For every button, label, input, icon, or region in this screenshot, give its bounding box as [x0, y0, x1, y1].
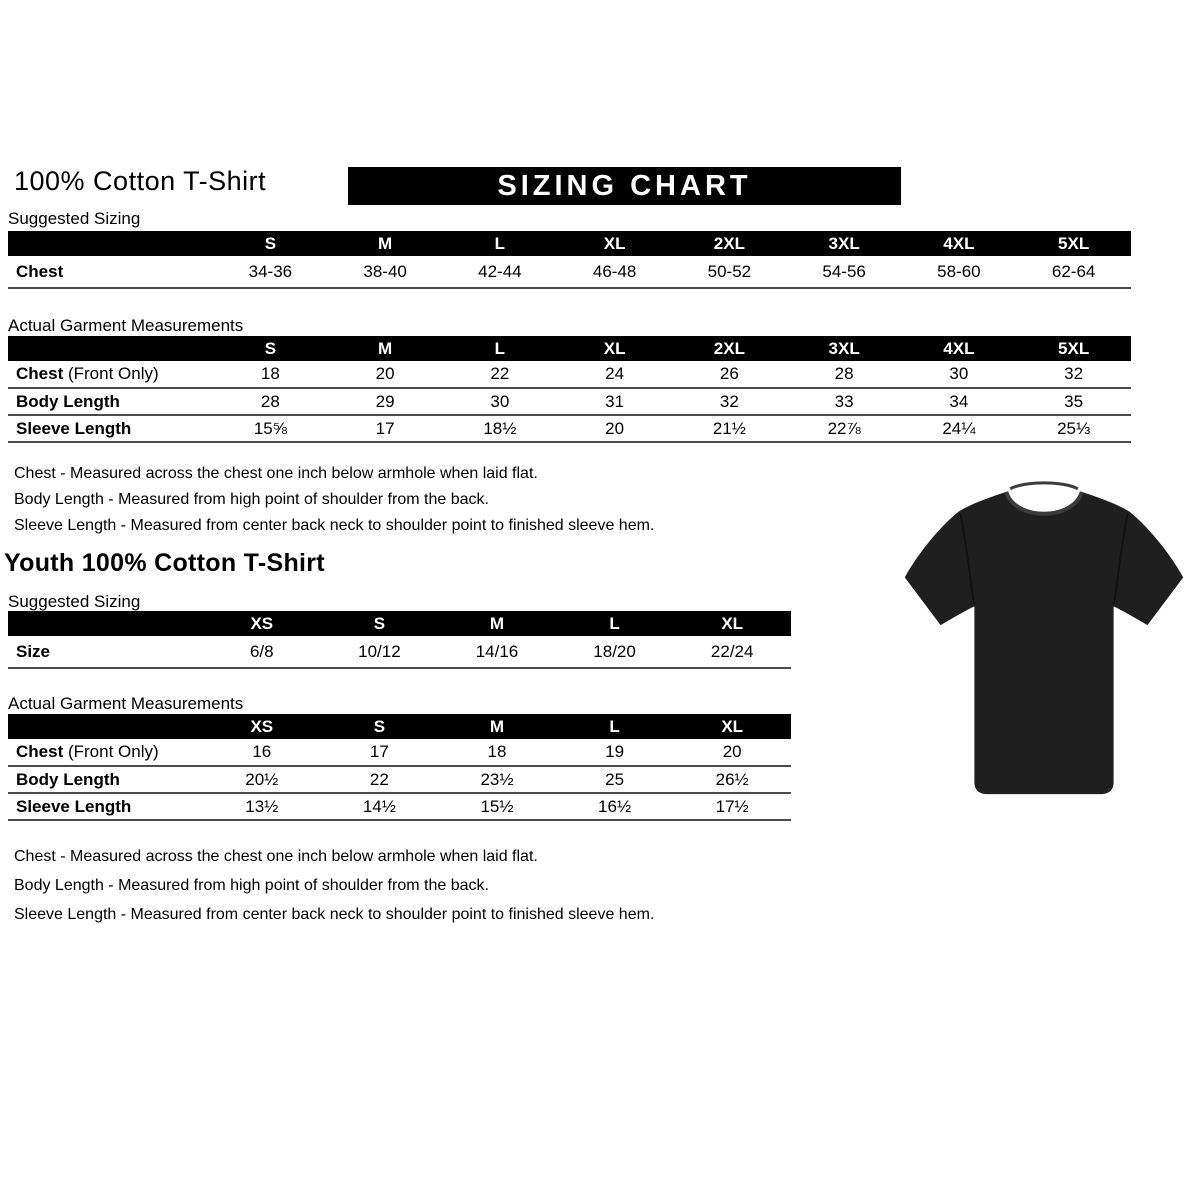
measurement-row	[8, 415, 1131, 442]
size-value-cell: 46-48	[557, 256, 672, 288]
size-column-header: S	[213, 336, 328, 361]
adult-suggested-sizing-label: Suggested Sizing	[8, 209, 141, 228]
chest-note: Chest - Measured across the chest one inch below armhole when laid flat.	[14, 465, 538, 482]
size-column-header: 2XL	[672, 336, 787, 361]
size-column-header: XS	[203, 714, 321, 739]
size-value-cell: 21½	[672, 415, 787, 442]
body-length-note: Body Length - Measured from high point of shoulder from the back.	[14, 877, 489, 894]
size-value-cell: 38-40	[328, 256, 443, 288]
size-value-cell: 30	[443, 388, 558, 415]
size-value-cell: 42-44	[443, 256, 558, 288]
size-value-cell: 20	[328, 361, 443, 388]
tshirt-body-shape	[905, 492, 1183, 794]
adult-actual-table	[8, 336, 1131, 443]
youth-measurement-notes	[14, 842, 654, 929]
size-value-cell: 22	[321, 766, 439, 793]
size-column-header: S	[321, 611, 439, 636]
size-column-header: S	[213, 231, 328, 256]
row-label-cell: Size	[8, 636, 203, 668]
size-value-cell: 19	[556, 739, 674, 766]
size-value-cell: 15⅝	[213, 415, 328, 442]
size-column-header: 2XL	[672, 231, 787, 256]
label-column-header	[8, 714, 203, 739]
size-value-cell: 25	[556, 766, 674, 793]
size-value-cell: 22	[443, 361, 558, 388]
size-header-row	[8, 611, 791, 636]
size-column-header: L	[443, 336, 558, 361]
size-value-cell: 33	[787, 388, 902, 415]
size-column-header: 4XL	[902, 336, 1017, 361]
row-label-cell: Sleeve Length	[8, 793, 203, 820]
row-label-cell: Body Length	[8, 766, 203, 793]
size-column-header: M	[438, 714, 556, 739]
size-column-header: 3XL	[787, 231, 902, 256]
size-value-cell: 20½	[203, 766, 321, 793]
size-value-cell: 26½	[673, 766, 791, 793]
size-value-cell: 14/16	[438, 636, 556, 668]
size-value-cell: 18/20	[556, 636, 674, 668]
size-value-cell: 54-56	[787, 256, 902, 288]
size-column-header: XL	[673, 611, 791, 636]
sleeve-length-note: Sleeve Length - Measured from center back neck to shoulder point to finished sleeve hem.	[14, 906, 655, 923]
tshirt-collar-top-shape	[1010, 483, 1078, 489]
youth-actual-measurements-label: Actual Garment Measurements	[8, 694, 244, 713]
size-value-cell: 34	[902, 388, 1017, 415]
size-value-cell: 26	[672, 361, 787, 388]
measurement-row	[8, 793, 791, 820]
size-column-header: S	[321, 714, 439, 739]
size-column-header: L	[443, 231, 558, 256]
size-value-cell: 28	[787, 361, 902, 388]
youth-section-title: Youth 100% Cotton T-Shirt	[4, 549, 325, 577]
measurement-row	[8, 361, 1131, 388]
size-value-cell: 17	[321, 739, 439, 766]
youth-suggested-sizing-label: Suggested Sizing	[8, 592, 141, 611]
chest-note: Chest - Measured across the chest one inch below armhole when laid flat.	[14, 848, 538, 865]
size-column-header: M	[328, 231, 443, 256]
size-value-cell: 6/8	[203, 636, 321, 668]
youth-actual-measurements-table-container	[8, 714, 791, 821]
size-value-cell: 58-60	[902, 256, 1017, 288]
size-value-cell: 34-36	[213, 256, 328, 288]
measurement-row	[8, 739, 791, 766]
measurement-row	[8, 766, 791, 793]
size-value-cell: 10/12	[321, 636, 439, 668]
black-tshirt-image	[893, 462, 1195, 820]
size-column-header: XS	[203, 611, 321, 636]
size-value-cell: 22/24	[673, 636, 791, 668]
adult-suggested-table	[8, 231, 1131, 289]
size-column-header: XL	[557, 231, 672, 256]
size-value-cell: 14½	[321, 793, 439, 820]
youth-suggested-sizing-table-container	[8, 611, 791, 669]
size-value-cell: 28	[213, 388, 328, 415]
size-value-cell: 24¼	[902, 415, 1017, 442]
sleeve-length-note: Sleeve Length - Measured from center back neck to shoulder point to finished sleeve hem.	[14, 517, 655, 534]
size-column-header: 5XL	[1016, 231, 1131, 256]
adult-measurement-notes	[14, 461, 654, 539]
size-value-cell: 22⅞	[787, 415, 902, 442]
size-value-cell: 35	[1016, 388, 1131, 415]
size-value-cell: 20	[673, 739, 791, 766]
size-column-header: 3XL	[787, 336, 902, 361]
measurement-row	[8, 636, 791, 668]
size-value-cell: 23½	[438, 766, 556, 793]
youth-suggested-table	[8, 611, 791, 669]
adult-actual-measurements-label: Actual Garment Measurements	[8, 316, 244, 335]
adult-actual-measurements-table-container	[8, 336, 1131, 443]
measurement-row	[8, 256, 1131, 288]
size-value-cell: 24	[557, 361, 672, 388]
size-value-cell: 18	[438, 739, 556, 766]
size-column-header: L	[556, 714, 674, 739]
size-value-cell: 20	[557, 415, 672, 442]
size-value-cell: 13½	[203, 793, 321, 820]
size-column-header: XL	[673, 714, 791, 739]
label-column-header	[8, 231, 213, 256]
row-label-cell: Chest (Front Only)	[8, 361, 213, 388]
size-header-row	[8, 231, 1131, 256]
size-value-cell: 62-64	[1016, 256, 1131, 288]
size-column-header: XL	[557, 336, 672, 361]
size-value-cell: 17	[328, 415, 443, 442]
size-value-cell: 16	[203, 739, 321, 766]
body-length-note: Body Length - Measured from high point of shoulder from the back.	[14, 491, 489, 508]
row-label-cell: Body Length	[8, 388, 213, 415]
size-value-cell: 15½	[438, 793, 556, 820]
measurement-row	[8, 388, 1131, 415]
size-value-cell: 32	[1016, 361, 1131, 388]
label-column-header	[8, 611, 203, 636]
adult-suggested-sizing-table-container	[8, 231, 1131, 289]
row-label-cell: Chest	[8, 256, 213, 288]
page-title: 100% Cotton T-Shirt	[14, 166, 267, 196]
row-label-cell: Chest (Front Only)	[8, 739, 203, 766]
size-value-cell: 31	[557, 388, 672, 415]
label-column-header	[8, 336, 213, 361]
size-column-header: M	[328, 336, 443, 361]
size-column-header: L	[556, 611, 674, 636]
size-column-header: 5XL	[1016, 336, 1131, 361]
size-column-header: 4XL	[902, 231, 1017, 256]
size-value-cell: 25⅓	[1016, 415, 1131, 442]
size-value-cell: 17½	[673, 793, 791, 820]
size-value-cell: 32	[672, 388, 787, 415]
size-header-row	[8, 336, 1131, 361]
size-value-cell: 18½	[443, 415, 558, 442]
size-value-cell: 16½	[556, 793, 674, 820]
size-value-cell: 30	[902, 361, 1017, 388]
youth-actual-table	[8, 714, 791, 821]
size-value-cell: 50-52	[672, 256, 787, 288]
row-label-cell: Sleeve Length	[8, 415, 213, 442]
size-column-header: M	[438, 611, 556, 636]
size-header-row	[8, 714, 791, 739]
size-value-cell: 18	[213, 361, 328, 388]
sizing-chart-banner: SIZING CHART	[348, 167, 901, 205]
size-value-cell: 29	[328, 388, 443, 415]
